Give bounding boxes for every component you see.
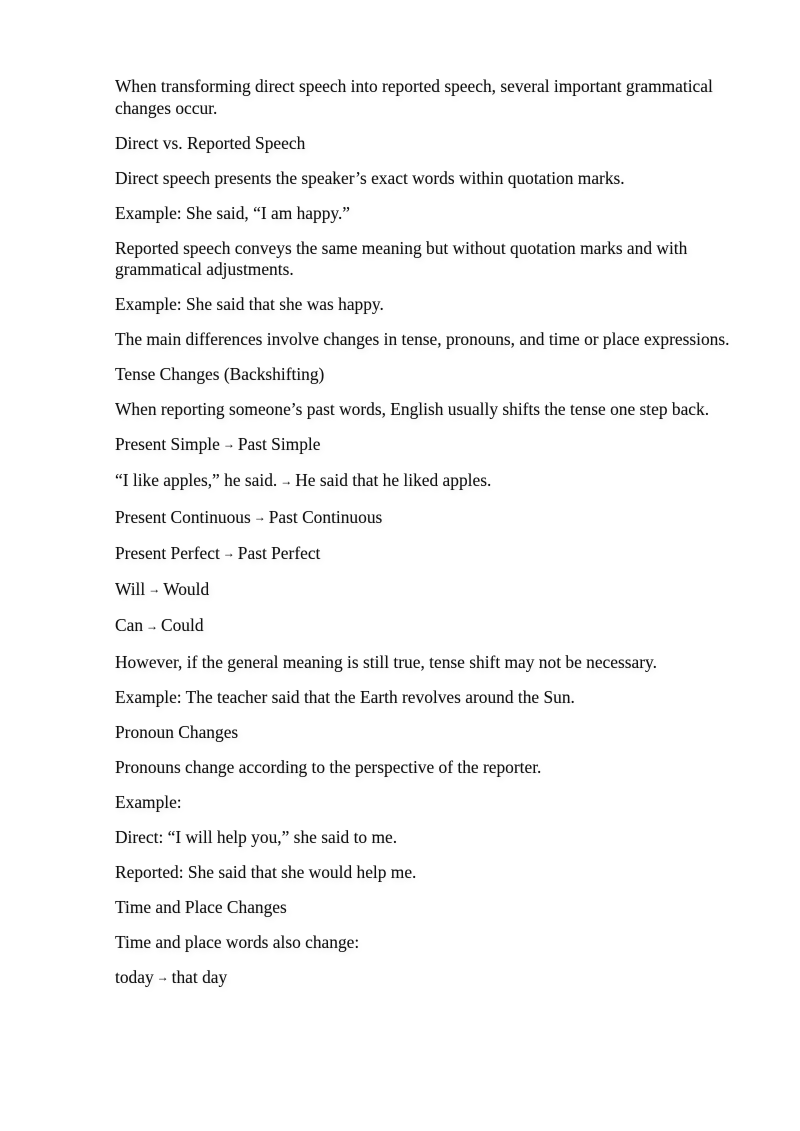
right-arrow-icon: → [222, 546, 235, 560]
shift-from: “I like apples,” he said. [115, 470, 278, 491]
shift-from: Present Continuous [115, 506, 251, 527]
paragraph-pronoun-direct: Direct: “I will help you,” she said to me. [115, 826, 398, 847]
paragraph-direct-definition: Direct speech presents the speaker’s exact words within quotation marks. [115, 167, 625, 188]
right-arrow-icon: → [146, 618, 159, 633]
shift-to: Past Simple [237, 434, 321, 454]
paragraph-main-differences: The main differences involve changes in tense, pronouns, and time or place expressions. [115, 329, 730, 349]
heading-time-place-changes: Time and Place Changes [115, 896, 287, 917]
shift-apples-example [115, 470, 745, 493]
paragraph-pronoun-reported: Reported: She said that she would help me. [115, 861, 417, 882]
paragraph-pronoun-intro: Pronouns change according to the perspective of the reporter. [115, 756, 542, 777]
right-arrow-icon: → [156, 969, 169, 984]
heading-direct-vs-reported: Direct vs. Reported Speech [115, 132, 306, 153]
shift-from: Present Simple [115, 434, 220, 454]
shift-from: Will [115, 579, 146, 599]
right-arrow-icon: → [280, 473, 293, 488]
shift-to: that day [171, 966, 228, 987]
shift-to: Could [161, 615, 204, 636]
shift-to: He said that he liked apples. [295, 470, 492, 491]
shift-from: Can [115, 615, 144, 636]
document-page [115, 76, 745, 1003]
shift-present-perfect [115, 543, 745, 566]
right-arrow-icon: → [253, 509, 266, 524]
paragraph-reported-example: Example: She said that she was happy. [115, 294, 384, 314]
paragraph-example-label: Example: [115, 791, 182, 812]
shift-from: Present Perfect [115, 542, 220, 563]
shift-today [115, 967, 745, 990]
paragraph-general-truth: However, if the general meaning is still true, tense shift may not be necessary. [115, 651, 657, 672]
paragraph-reported-definition: Reported speech conveys the same meaning but without quotation marks and with grammatical adjustments. [115, 237, 688, 279]
heading-tense-changes: Tense Changes (Backshifting) [115, 364, 325, 384]
shift-present-continuous [115, 507, 745, 530]
paragraph-time-place-intro: Time and place words also change: [115, 931, 360, 952]
right-arrow-icon: → [148, 582, 161, 597]
right-arrow-icon: → [222, 437, 235, 452]
shift-from: today [115, 966, 154, 987]
shift-to: Past Continuous [268, 506, 383, 527]
shift-to: Past Perfect [237, 542, 321, 563]
heading-pronoun-changes: Pronoun Changes [115, 721, 239, 742]
paragraph-tense-intro: When reporting someone’s past words, English usually shifts the tense one step back. [115, 399, 710, 419]
shift-present-simple [115, 434, 745, 457]
shift-will [115, 579, 745, 602]
paragraph-teacher-example: Example: The teacher said that the Earth revolves around the Sun. [115, 686, 575, 707]
shift-to: Would [163, 579, 210, 599]
paragraph-intro: When transforming direct speech into reported speech, several important grammatical changes occur. [115, 76, 713, 118]
shift-can [115, 615, 745, 638]
paragraph-direct-example: Example: She said, “I am happy.” [115, 202, 351, 223]
